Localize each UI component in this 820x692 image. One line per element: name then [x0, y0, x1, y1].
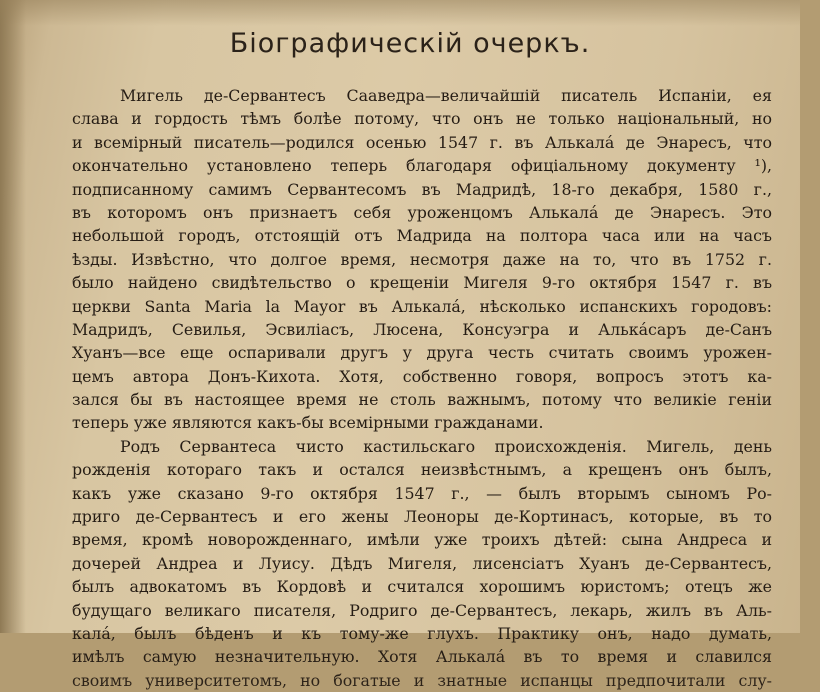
text-line: время, кромѣ новорожденнаго, имѣли уже троихъ дѣтей: сына Андреса и — [72, 530, 772, 550]
text-line: рожденія котораго такъ и остался неизвѣстнымъ, а крещенъ онъ былъ, — [72, 460, 772, 480]
text-line: Хуанъ—все еще оспаривали другъ у друга честь считать своимъ урожен- — [72, 343, 772, 363]
text-line: Мадридъ, Севилья, Эсвиліасъ, Люсена, Консуэгра и Алька́саръ де-Санъ — [72, 319, 772, 339]
paragraph — [72, 84, 772, 435]
text-line: своимъ университетомъ, но богатые и знатные испанцы предпочитали слу- — [72, 670, 772, 690]
text-line: ѣзды. Извѣстно, что долгое время, несмотря даже на то, что въ 1752 г. — [72, 249, 772, 269]
paragraph — [72, 435, 772, 692]
text-line: какъ уже сказано 9-го октября 1547 г., — былъ вторымъ сыномъ Ро- — [72, 483, 772, 503]
text-line: Мигель де-Сервантесъ Сааведра—величайшій писатель Испаніи, ея — [120, 86, 772, 105]
text-line: дриго де-Сервантесъ и его жены Леоноры де-Кортинасъ, которые, въ то — [72, 507, 772, 527]
text-line: окончательно установлено теперь благодаря офиціальному документу ¹), — [72, 156, 772, 176]
text-line: кала́, былъ бѣденъ и къ тому-же глухъ. Практику онъ, надо думать, — [72, 623, 772, 643]
text-line: будущаго великаго писателя, Родриго де-Сервантесъ, лекарь, жилъ въ Аль- — [72, 600, 772, 620]
text-line: дочерей Андреа и Луису. Дѣдъ Мигеля, лисенсіатъ Хуанъ де-Сервантесъ, — [72, 553, 772, 573]
text-line: зался бы въ настоящее время не столь важнымъ, потому что великіе геніи — [72, 390, 772, 410]
text-line: цемъ автора Донъ-Кихота. Хотя, собственно говоря, вопросъ этотъ ка- — [72, 366, 772, 386]
text-line: было найдено свидѣтельство о крещеніи Мигеля 9-го октября 1547 г. въ — [72, 273, 772, 293]
text-line: Родъ Сервантеса чисто кастильскаго происхожденія. Мигель, день — [120, 436, 772, 456]
text-line: былъ адвокатомъ въ Кордовѣ и считался хорошимъ юристомъ; отецъ же — [72, 577, 772, 597]
text-line: слава и гордость тѣмъ болѣе потому, что онъ не только національный, но — [72, 109, 772, 129]
body-text — [72, 84, 772, 692]
page-title: Біографическій очеркъ. — [229, 28, 591, 59]
text-line: имѣлъ самую незначительную. Хотя Алькала́ въ то время и славился — [72, 647, 772, 667]
text-line: въ которомъ онъ признаетъ себя уроженцомъ Алькала́ де Энаресъ. Это — [72, 202, 772, 222]
text-line: теперь уже являются какъ-бы всемірными гражданами. — [72, 413, 544, 433]
text-line: и всемірный писатель—родился осенью 1547 г. въ Алькала́ де Энаресъ, что — [72, 132, 772, 152]
text-line: подписанному самимъ Сервантесомъ въ Мадридѣ, 18-го декабря, 1580 г., — [72, 179, 772, 199]
text-line: церкви Santa Maria la Mayor въ Алькала́, нѣсколько испанскихъ городовъ: — [72, 296, 772, 316]
text-line: небольшой городъ, отстоящій отъ Мадрида на полтора часа или на часъ — [72, 226, 772, 246]
